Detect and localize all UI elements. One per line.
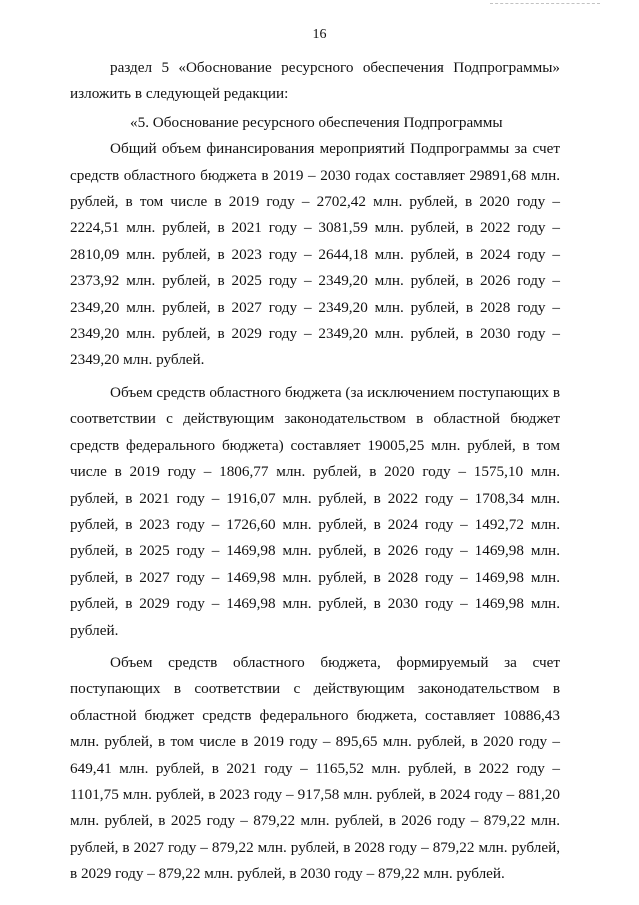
scan-artifact-line bbox=[490, 3, 600, 6]
document-body bbox=[70, 55, 560, 888]
federal-transfers-paragraph: Объем средств областного бюджета, формируемый за счет поступающих в соответствии с действующим законодательством в областной бюджет средств федерального бюджета, составляет 10886,43 млн. рублей, в том числе в 2019 году – 895,65 млн. рублей, в 2020 году – 649,41 млн. рублей, в 2021 году – 1165,52 млн. рублей, в 2022 году – 1101,75 млн. рублей, в 2023 году – 917,58 млн. рублей, в 2024 году – 881,20 млн. рублей, в 2025 году – 879,22 млн. рублей, в 2026 году – 879,22 млн. рублей, в 2027 году – 879,22 млн. рублей, в 2028 году – 879,22 млн. рублей, в 2029 году – 879,22 млн. рублей, в 2030 году – 879,22 млн. рублей. bbox=[70, 653, 560, 883]
instruction-paragraph: раздел 5 «Обоснование ресурсного обеспечения Подпрограммы» изложить в следующей редакции: bbox=[70, 59, 560, 103]
page-number: 16 bbox=[312, 27, 327, 42]
regional-budget-paragraph: Объем средств областного бюджета (за исключением поступающих в соответствии с действующим законодательством в областной бюджет средств федерального бюджета) составляет 19005,25 млн. рублей, в том числе в 2019 году – 1806,77 млн. рублей, в 2020 году – 1575,10 млн. рублей, в 2021 году – 1916,07 млн. рублей, в 2022 году – 1708,34 млн. рублей, в 2023 году – 1726,60 млн. рублей, в 2024 году – 1492,72 млн. рублей, в 2025 году – 1469,98 млн. рублей, в 2026 году – 1469,98 млн. рублей, в 2027 году – 1469,98 млн. рублей, в 2028 году – 1469,98 млн. рублей, в 2029 году – 1469,98 млн. рублей, в 2030 году – 1469,98 млн. рублей. bbox=[70, 383, 560, 639]
total-funding-paragraph: Общий объем финансирования мероприятий Подпрограммы за счет средств областного бюджета в 2019 – 2030 годах составляет 29891,68 млн. рублей, в том числе в 2019 году – 2702,42 млн. рублей, в 2020 году – 2224,51 млн. рублей, в 2021 году – 3081,59 млн. рублей, в 2022 году – 2810,09 млн. рублей, в 2023 году – 2644,18 млн. рублей, в 2024 году – 2373,92 млн. рублей, в 2025 году – 2349,20 млн. рублей, в 2026 году – 2349,20 млн. рублей, в 2027 году – 2349,20 млн. рублей, в 2028 году – 2349,20 млн. рублей, в 2029 году – 2349,20 млн. рублей, в 2030 году – 2349,20 млн. рублей. bbox=[70, 140, 560, 369]
section-heading: «5. Обоснование ресурсного обеспечения Подпрограммы bbox=[130, 113, 503, 131]
